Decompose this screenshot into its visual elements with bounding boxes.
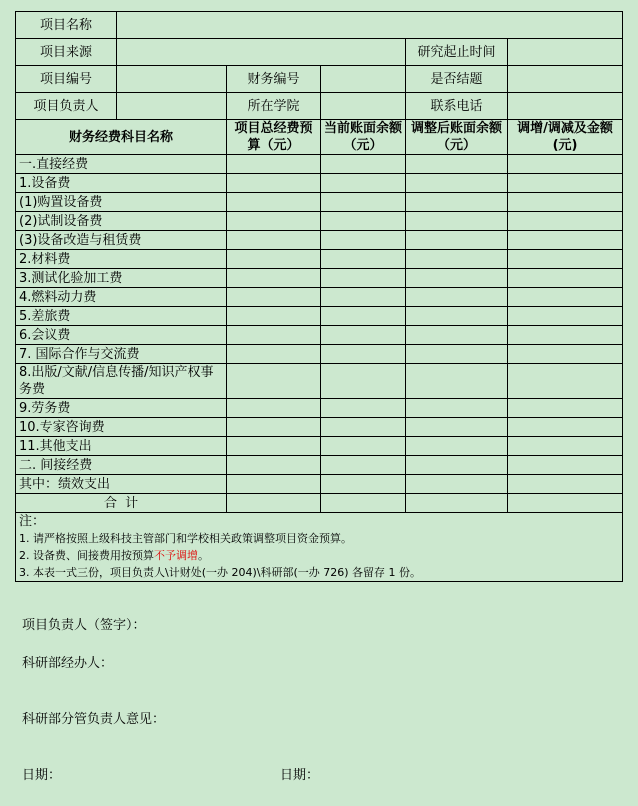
current-balance-cell[interactable] [321, 212, 406, 231]
adjusted-balance-cell[interactable] [406, 418, 508, 437]
budget-cell[interactable] [227, 269, 321, 288]
adjusted-balance-cell[interactable] [406, 288, 508, 307]
leader-label: 项目负责人 [16, 93, 117, 120]
adjusted-balance-cell[interactable] [406, 212, 508, 231]
budget-rows [16, 155, 623, 513]
change-cell[interactable] [508, 269, 623, 288]
adjusted-balance-cell[interactable] [406, 345, 508, 364]
current-balance-cell[interactable] [321, 399, 406, 418]
budget-cell[interactable] [227, 288, 321, 307]
budget-cell[interactable] [227, 231, 321, 250]
budget-cell[interactable] [227, 307, 321, 326]
handler-label: 科研部经办人： [22, 656, 114, 671]
table-row [16, 345, 623, 364]
table-row [16, 307, 623, 326]
table-row [16, 212, 623, 231]
col-adjusted-balance: 调整后账面余额（元） [406, 120, 508, 155]
change-cell[interactable] [508, 250, 623, 269]
budget-cell[interactable] [227, 326, 321, 345]
project-source-field[interactable] [117, 39, 406, 66]
project-no-row [16, 66, 623, 93]
current-balance-cell[interactable] [321, 437, 406, 456]
college-label: 所在学院 [227, 93, 321, 120]
subject-cell: 5.差旅费 [16, 307, 227, 326]
notes-row [16, 513, 623, 582]
budget-cell[interactable] [227, 155, 321, 174]
research-period-label: 研究起止时间 [406, 39, 508, 66]
table-row [16, 475, 623, 494]
phone-field[interactable] [508, 93, 623, 120]
notes-cell [16, 513, 623, 582]
leader-field[interactable] [117, 93, 227, 120]
adjusted-balance-cell[interactable] [406, 269, 508, 288]
note-2 [19, 547, 619, 564]
change-cell[interactable] [508, 364, 623, 399]
table-row [16, 269, 623, 288]
current-balance-cell[interactable] [321, 345, 406, 364]
budget-cell[interactable] [227, 212, 321, 231]
budget-cell[interactable] [227, 345, 321, 364]
note-1: 1. 请严格按照上级科技主管部门和学校相关政策调整项目资金预算。 [19, 532, 352, 545]
leader-row [16, 93, 623, 120]
subject-cell: 6.会议费 [16, 326, 227, 345]
project-source-row [16, 39, 623, 66]
column-header-row [16, 120, 623, 155]
current-balance-cell[interactable] [321, 231, 406, 250]
note-2-highlight: 不予调增 [154, 549, 198, 562]
budget-cell[interactable] [227, 174, 321, 193]
concluded-field[interactable] [508, 66, 623, 93]
finance-no-field[interactable] [321, 66, 406, 93]
concluded-label: 是否结题 [406, 66, 508, 93]
table-row [16, 437, 623, 456]
budget-cell[interactable] [227, 193, 321, 212]
table-row [16, 193, 623, 212]
table-row [16, 288, 623, 307]
adjusted-balance-cell[interactable] [406, 364, 508, 399]
current-balance-cell[interactable] [321, 475, 406, 494]
change-cell[interactable] [508, 212, 623, 231]
subject-cell: 一.直接经费 [16, 155, 227, 174]
project-name-label: 项目名称 [16, 12, 117, 39]
project-no-label: 项目编号 [16, 66, 117, 93]
adjusted-balance-cell[interactable] [406, 399, 508, 418]
change-cell[interactable] [508, 231, 623, 250]
subject-cell: 9.劳务费 [16, 399, 227, 418]
current-balance-cell[interactable] [321, 456, 406, 475]
subject-cell: 8.出版/文献/信息传播/知识产权事务费 [16, 364, 227, 399]
notes-title: 注： [19, 514, 46, 529]
current-balance-cell[interactable] [321, 494, 406, 513]
current-balance-cell[interactable] [321, 418, 406, 437]
adjusted-balance-cell[interactable] [406, 174, 508, 193]
table-row [16, 418, 623, 437]
change-cell[interactable] [508, 174, 623, 193]
date-label-left: 日期： [22, 768, 62, 783]
subject-cell: 10.专家咨询费 [16, 418, 227, 437]
budget-adjustment-table [15, 11, 623, 582]
note-2-prefix: 2. 设备费、间接费用按预算 [19, 549, 154, 562]
research-period-field[interactable] [508, 39, 623, 66]
subject-cell: 2.材料费 [16, 250, 227, 269]
table-row [16, 326, 623, 345]
current-balance-cell[interactable] [321, 364, 406, 399]
change-cell[interactable] [508, 456, 623, 475]
adjusted-balance-cell[interactable] [406, 437, 508, 456]
opinion-label: 科研部分管负责人意见： [22, 712, 166, 727]
subject-cell: (2)试制设备费 [16, 212, 227, 231]
budget-cell[interactable] [227, 494, 321, 513]
current-balance-cell[interactable] [321, 269, 406, 288]
adjusted-balance-cell[interactable] [406, 193, 508, 212]
change-cell[interactable] [508, 345, 623, 364]
subject-cell: 二. 间接经费 [16, 456, 227, 475]
project-no-field[interactable] [117, 66, 227, 93]
total-label: 合 计 [16, 494, 227, 513]
change-cell[interactable] [508, 437, 623, 456]
project-source-label: 项目来源 [16, 39, 117, 66]
subject-cell: (1)购置设备费 [16, 193, 227, 212]
finance-no-label: 财务编号 [227, 66, 321, 93]
leader-signature-label: 项目负责人（签字）： [22, 618, 146, 633]
current-balance-cell[interactable] [321, 155, 406, 174]
budget-cell[interactable] [227, 437, 321, 456]
table-row [16, 364, 623, 399]
change-cell[interactable] [508, 418, 623, 437]
budget-cell[interactable] [227, 364, 321, 399]
table-row [16, 155, 623, 174]
budget-cell[interactable] [227, 475, 321, 494]
change-cell[interactable] [508, 155, 623, 174]
date-label-right: 日期： [280, 768, 320, 783]
col-subject: 财务经费科目名称 [16, 120, 227, 155]
subject-cell: 其中：绩效支出 [16, 475, 227, 494]
table-row [16, 231, 623, 250]
table-row [16, 399, 623, 418]
current-balance-cell[interactable] [321, 307, 406, 326]
subject-cell: (3)设备改造与租赁费 [16, 231, 227, 250]
table-row [16, 174, 623, 193]
phone-label: 联系电话 [406, 93, 508, 120]
note-2-suffix: 。 [198, 549, 209, 562]
college-field[interactable] [321, 93, 406, 120]
adjusted-balance-cell[interactable] [406, 494, 508, 513]
change-cell[interactable] [508, 399, 623, 418]
table-row [16, 456, 623, 475]
table-row [16, 250, 623, 269]
budget-cell[interactable] [227, 456, 321, 475]
adjusted-balance-cell[interactable] [406, 155, 508, 174]
budget-cell[interactable] [227, 250, 321, 269]
adjusted-balance-cell[interactable] [406, 307, 508, 326]
current-balance-cell[interactable] [321, 250, 406, 269]
adjusted-balance-cell[interactable] [406, 456, 508, 475]
adjusted-balance-cell[interactable] [406, 475, 508, 494]
project-name-row [16, 12, 623, 39]
col-current-balance: 当前账面余额（元） [321, 120, 406, 155]
change-cell[interactable] [508, 326, 623, 345]
subject-cell: 4.燃料动力费 [16, 288, 227, 307]
note-3: 3. 本表一式三份，项目负责人\计财处(一办 204)\科研部(一办 726) 各留存 1 份。 [19, 566, 422, 579]
adjusted-balance-cell[interactable] [406, 231, 508, 250]
subject-cell: 3.测试化验加工费 [16, 269, 227, 288]
change-cell[interactable] [508, 193, 623, 212]
adjusted-balance-cell[interactable] [406, 326, 508, 345]
current-balance-cell[interactable] [321, 326, 406, 345]
change-cell[interactable] [508, 494, 623, 513]
project-name-field[interactable] [117, 12, 623, 39]
current-balance-cell[interactable] [321, 288, 406, 307]
col-budget: 项目总经费预算（元） [227, 120, 321, 155]
current-balance-cell[interactable] [321, 193, 406, 212]
subject-cell: 7. 国际合作与交流费 [16, 345, 227, 364]
current-balance-cell[interactable] [321, 174, 406, 193]
subject-cell: 11.其他支出 [16, 437, 227, 456]
change-cell[interactable] [508, 307, 623, 326]
change-cell[interactable] [508, 288, 623, 307]
adjusted-balance-cell[interactable] [406, 250, 508, 269]
change-cell[interactable] [508, 475, 623, 494]
budget-cell[interactable] [227, 399, 321, 418]
budget-cell[interactable] [227, 418, 321, 437]
table-row [16, 494, 623, 513]
subject-cell: 1.设备费 [16, 174, 227, 193]
col-change: 调增/调减及金额(元) [508, 120, 623, 155]
